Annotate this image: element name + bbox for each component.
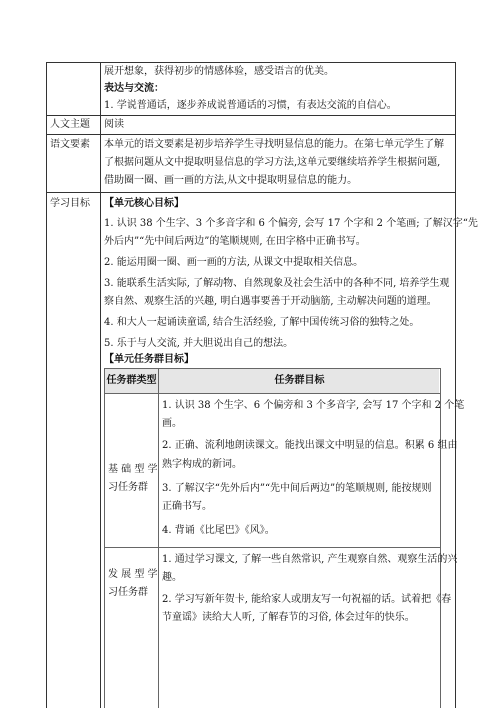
task-table-column-divider <box>158 368 159 708</box>
humanistic-theme-label: 人文主题 <box>50 119 90 130</box>
task-table-right-border <box>440 368 441 708</box>
task-table-top-border <box>104 368 440 369</box>
task-table-col2-header: 任务群目标 <box>274 375 325 386</box>
language-elements-line-1: 本单元的语文要素是初步培养学生寻找明显信息的能力。在第七单元学生了解 <box>104 139 444 150</box>
task-table-header-bottom <box>104 393 440 394</box>
core-goal-line-3: 2. 能运用圈一圈、画一画的方法, 从课文中提取相关信息。 <box>104 257 364 268</box>
row-divider-3 <box>46 192 455 193</box>
core-goal-line-1: 1. 认识 38 个生字、3 个多音字和 6 个偏旁, 会写 17 个字和 2 个笔画; 了解汉字“先 <box>104 218 478 229</box>
developmental-goal-1-line-1: 1. 通过学习课文, 了解一些自然常识, 产生观察自然、观察生活的兴 <box>162 554 458 565</box>
developmental-goal-1-line-2: 趣。 <box>162 572 182 583</box>
core-goal-line-5: 察自然、观察生活的兴趣, 明白遇事要善于开动脑筋, 主动解决问题的道理。 <box>104 296 437 307</box>
basic-goal-1-line-2: 画。 <box>162 418 182 429</box>
basic-goal-1-line-1: 1. 认识 38 个生字、6 个偏旁和 3 个多音字, 会写 17 个字和 2 个笔 <box>162 400 465 411</box>
table-left-border <box>46 62 47 708</box>
table-right-border <box>455 62 456 708</box>
learning-goals-label: 学习目标 <box>50 198 90 209</box>
task-table-row-divider <box>104 547 440 548</box>
core-goal-line-6: 4. 和大人一起诵读童谣, 结合生活经验, 了解中国传统习俗的独特之处。 <box>104 317 420 328</box>
label-column-divider <box>100 62 101 708</box>
basic-goal-3-line-1: 3. 了解汉字“先外后内”“先中间后两边”的笔顺规则, 能按规则 <box>162 483 432 494</box>
basic-goal-2-line-2: 熟字构成的新词。 <box>162 459 242 470</box>
language-elements-line-2: 了根据问题从文中提取明显信息的学习方法,这单元要继续培养学生根据问题, <box>104 157 441 168</box>
basic-goal-2-line-1: 2. 正确、流利地朗读课文。能找出课文中明显的信息。积累 6 组由 <box>162 440 458 451</box>
row-divider-2 <box>46 134 455 135</box>
basic-group-type-line-1: 基 础 型 学 <box>108 464 158 475</box>
top-row-text-2: 1. 学说普通话，逐步养成说普通话的习惯，有表达交流的自信心。 <box>104 100 397 111</box>
language-elements-label: 语文要素 <box>50 139 90 150</box>
core-goal-line-2: 外后内”“先中间后两边”的笔顺规则, 在田字格中正确书写。 <box>104 236 366 247</box>
task-goals-heading: 【单元任务群目标】 <box>104 354 194 365</box>
task-table-left-border <box>104 368 105 708</box>
top-row-text-1: 展开想象，获得初步的情感体验，感受语言的优美。 <box>104 66 334 77</box>
basic-goal-4-line-1: 4. 背诵《比尾巴》《风》。 <box>162 525 275 536</box>
core-goals-heading: 【单元核心目标】 <box>104 198 184 209</box>
core-goal-line-7: 5. 乐于与人交流, 并大胆说出自己的想法。 <box>104 338 294 349</box>
core-goal-line-4: 3. 能联系生活实际, 了解动物、自然现象及社会生活中的各种不同, 培养学生观 <box>104 278 450 289</box>
developmental-group-type-line-1: 发 展 型 学 <box>108 569 158 580</box>
basic-group-type-line-2: 习任务群 <box>108 482 148 493</box>
expression-heading: 表达与交流： <box>104 83 164 94</box>
language-elements-line-3: 借助圈一圈、画一画的方法,从文中提取明显信息的能力。 <box>104 175 358 186</box>
task-table-col1-header: 任务群类型 <box>106 375 157 386</box>
developmental-goal-2-line-1: 2. 学习写新年贺卡, 能给家人或朋友写一句祝福的话。试着把《春 <box>162 594 452 605</box>
basic-goal-3-line-2: 正确书写。 <box>162 501 212 512</box>
humanistic-theme-value: 阅读 <box>104 119 124 130</box>
developmental-goal-2-line-2: 节童谣》读给大人听, 了解春节的习俗, 体会过年的快乐。 <box>162 612 415 623</box>
developmental-group-type-line-2: 习任务群 <box>108 587 148 598</box>
